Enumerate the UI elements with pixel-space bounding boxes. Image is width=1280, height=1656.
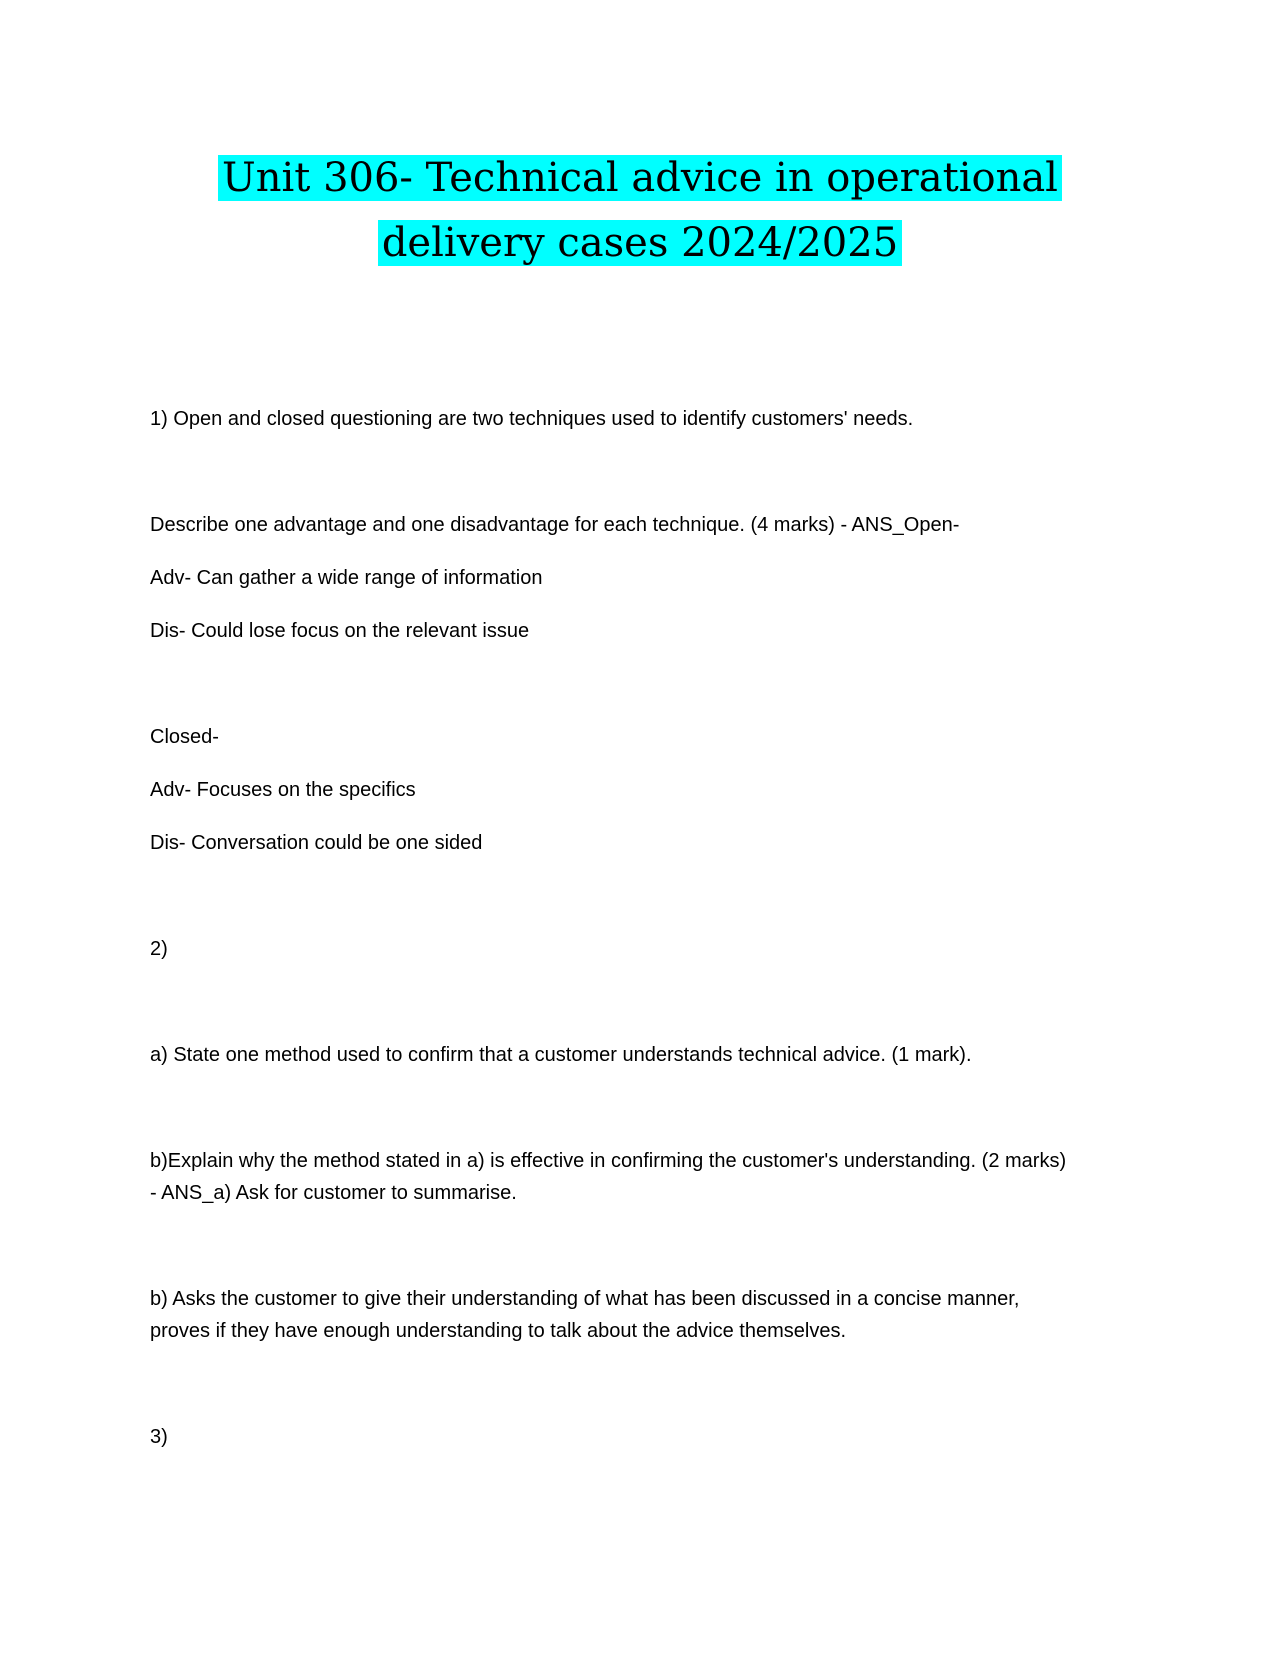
question-2a-text: a) State one method used to confirm that a customer understands technical advice. (1 mark). <box>150 1044 972 1066</box>
question-1-text: 1) Open and closed questioning are two techniques used to identify customers' needs. <box>150 408 914 430</box>
question-1-prompt: Describe one advantage and one disadvantage for each technique. (4 marks) - ANS_Open- <box>150 514 960 536</box>
answer-2a-text: - ANS_a) Ask for customer to summarise. <box>150 1182 517 1204</box>
title-line-1 <box>0 150 1280 206</box>
answer-2b-line-1: b) Asks the customer to give their understanding of what has been discussed in a concise manner, <box>150 1288 1020 1310</box>
title-line-2 <box>0 215 1280 271</box>
closed-advantage: Adv- Focuses on the specifics <box>150 779 416 801</box>
question-2-number: 2) <box>150 938 168 960</box>
title-highlight-2: delivery cases 2024/2025 <box>378 220 902 266</box>
open-disadvantage: Dis- Could lose focus on the relevant issue <box>150 620 530 642</box>
answer-2b-line-2: proves if they have enough understanding to talk about the advice themselves. <box>150 1320 847 1342</box>
closed-disadvantage: Dis- Conversation could be one sided <box>150 832 483 854</box>
question-2b-text: b)Explain why the method stated in a) is effective in confirming the customer's understanding. (2 marks) <box>150 1150 1067 1172</box>
question-3-number: 3) <box>150 1426 168 1448</box>
open-advantage: Adv- Can gather a wide range of information <box>150 567 543 589</box>
title-highlight-1: Unit 306- Technical advice in operational <box>218 155 1062 201</box>
closed-heading: Closed- <box>150 726 219 748</box>
